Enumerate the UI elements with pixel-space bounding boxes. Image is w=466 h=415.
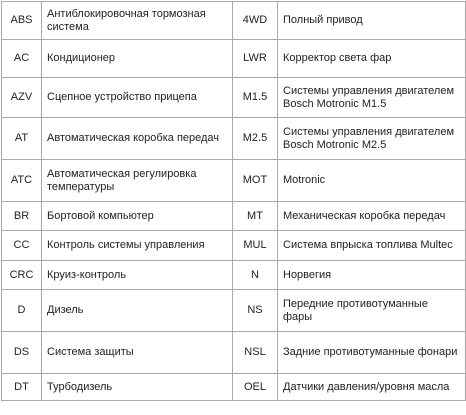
abbrev-code: N (233, 261, 278, 290)
table-row (2, 78, 466, 118)
abbrev-code: DS (2, 332, 42, 374)
abbrev-code: OEL (233, 374, 278, 401)
abbrev-code: D (2, 290, 42, 332)
abbrev-code: MOT (233, 160, 278, 202)
table-row (2, 2, 466, 40)
abbrev-code: NSL (233, 332, 278, 374)
abbrev-code: ATC (2, 160, 42, 202)
abbrev-description: Передние противотуманные фары (278, 290, 466, 332)
abbrev-code: AT (2, 118, 42, 160)
abbrev-description: Задние противотуманные фонари (278, 332, 466, 374)
abbrev-code: MUL (233, 231, 278, 261)
abbrev-description: Механическая коробка передач (278, 202, 466, 231)
abbrev-description: Антиблокировочная тормозная система (42, 2, 233, 40)
abbrev-description: Система впрыска топлива Multec (278, 231, 466, 261)
abbrev-description: Корректор света фар (278, 40, 466, 78)
table-row (2, 160, 466, 202)
abbrev-description: Автоматическая коробка передач (42, 118, 233, 160)
abbrev-code: ABS (2, 2, 42, 40)
abbrev-code: CC (2, 231, 42, 261)
abbrev-code: AZV (2, 78, 42, 118)
abbrev-code: AC (2, 40, 42, 78)
table-row (2, 374, 466, 401)
abbrev-code: CRC (2, 261, 42, 290)
abbrev-description: Норвегия (278, 261, 466, 290)
abbrev-description: Турбодизель (42, 374, 233, 401)
abbreviations-table (1, 1, 466, 401)
abbrev-code: M2.5 (233, 118, 278, 160)
table-row (2, 290, 466, 332)
table-row (2, 261, 466, 290)
abbrev-description: Системы управления двигателем Bosch Motronic M1.5 (278, 78, 466, 118)
abbrev-description: Системы управления двигателем Bosch Motronic M2.5 (278, 118, 466, 160)
abbrev-code: 4WD (233, 2, 278, 40)
abbrev-code: M1.5 (233, 78, 278, 118)
abbrev-description: Motronic (278, 160, 466, 202)
abbrev-code: NS (233, 290, 278, 332)
table-row (2, 40, 466, 78)
abbrev-description: Круиз-контроль (42, 261, 233, 290)
table-row (2, 118, 466, 160)
abbrev-description: Полный привод (278, 2, 466, 40)
table-row (2, 202, 466, 231)
abbrev-description: Контроль системы управления (42, 231, 233, 261)
abbrev-code: LWR (233, 40, 278, 78)
abbrev-description: Бортовой компьютер (42, 202, 233, 231)
abbrev-code: BR (2, 202, 42, 231)
abbrev-description: Сцепное устройство прицепа (42, 78, 233, 118)
abbrev-description: Дизель (42, 290, 233, 332)
abbrev-description: Датчики давления/уровня масла (278, 374, 466, 401)
table-row (2, 231, 466, 261)
abbrev-description: Система защиты (42, 332, 233, 374)
table-row (2, 332, 466, 374)
abbrev-description: Автоматическая регулировка температуры (42, 160, 233, 202)
abbrev-code: MT (233, 202, 278, 231)
abbrev-description: Кондиционер (42, 40, 233, 78)
abbrev-code: DT (2, 374, 42, 401)
